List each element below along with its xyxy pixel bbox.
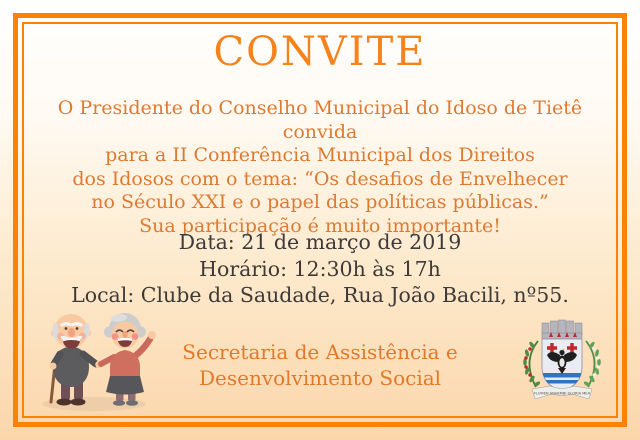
old-woman-figure xyxy=(101,313,156,406)
event-details xyxy=(28,229,612,309)
event-location: Local: Clube da Saudade, Rua João Bacili, nº55. xyxy=(71,283,569,307)
invitation-body xyxy=(28,97,612,238)
coffee-branch-right xyxy=(583,341,601,388)
signature-line: Secretaria de Assistência e xyxy=(182,340,458,364)
signature xyxy=(150,339,490,391)
waving-arm xyxy=(135,339,150,356)
page-title: CONVITE xyxy=(213,29,427,75)
woman-skirt xyxy=(106,376,144,395)
mural-crown xyxy=(542,320,582,339)
body-line: no Século XXI e o papel das políticas públicas.” xyxy=(91,191,549,213)
body-line: O Presidente do Conselho Municipal do Idoso de Tietê convida xyxy=(57,97,583,143)
body-line: Sua participação é muito importante! xyxy=(139,214,501,237)
event-date: Data: 21 de março de 2019 xyxy=(178,230,462,254)
body-line: para a II Conferência Municipal dos Direitos xyxy=(105,144,535,166)
signature-line: Desenvolvimento Social xyxy=(198,366,442,390)
laurel-branch-left xyxy=(523,341,541,388)
old-man-figure xyxy=(50,314,103,406)
tiete-coat-of-arms xyxy=(506,317,618,409)
event-time: Horário: 12:30h às 17h xyxy=(199,256,441,281)
body-line: dos Idosos com o tema: “Os desafios de Envelhecer xyxy=(72,167,568,190)
motto-text: FLUMEN ANHEMBI GLORIA MEA xyxy=(533,391,591,396)
elderly-couple-illustration xyxy=(24,307,164,412)
